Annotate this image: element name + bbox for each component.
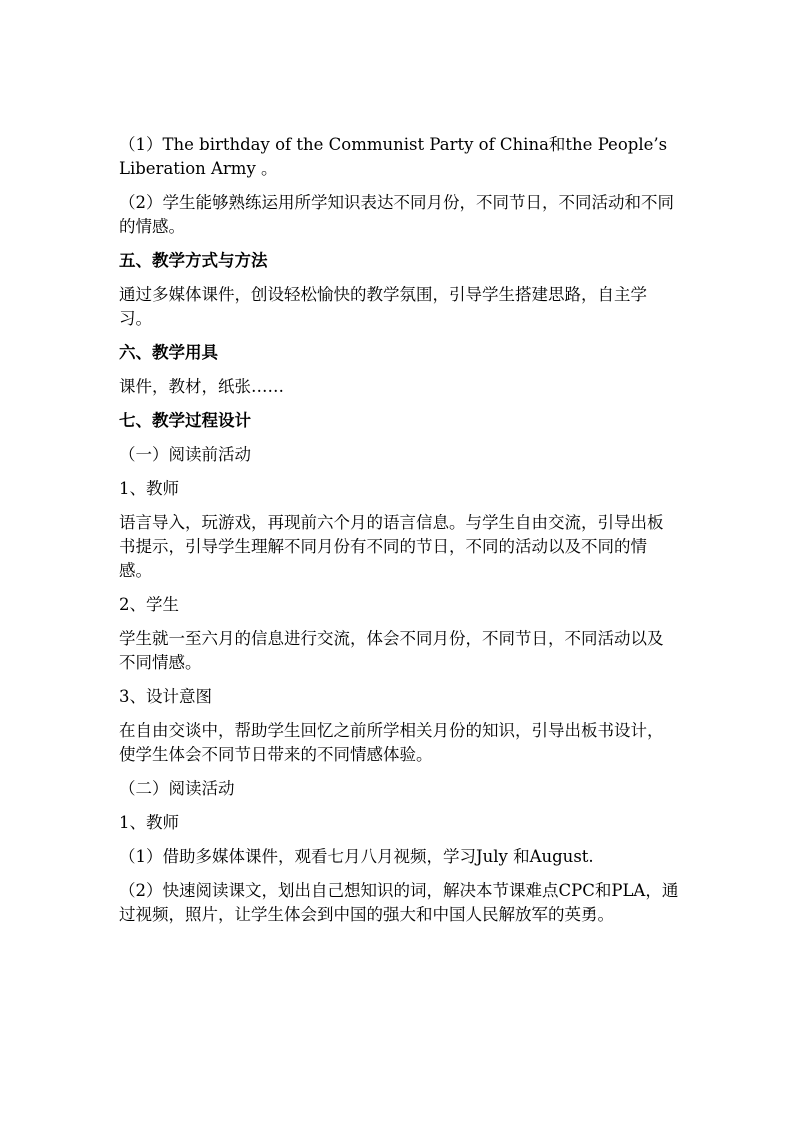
reading-teacher-label: 1、教师 [119, 813, 179, 832]
section-heading-methods: 五、教学方式与方法 [119, 251, 268, 270]
objective-item-2: （2）学生能够熟练运用所学知识表达不同月份，不同节日，不同活动和不同的情感。 [119, 193, 674, 236]
subsection-reading: （二）阅读活动 [119, 779, 235, 798]
tools-paragraph: 课件，教材，纸张…… [119, 377, 284, 396]
reading-teacher-item-1: （1）借助多媒体课件，观看七月八月视频，学习July 和August. [119, 847, 594, 866]
document-body [119, 133, 679, 937]
section-heading-tools: 六、教学用具 [119, 343, 218, 362]
pre-reading-teacher-paragraph: 语言导入，玩游戏，再现前六个月的语言信息。与学生自由交流，引导出板书提示，引导学生理解不同月份有不同的节日，不同的活动以及不同的情感。 [119, 513, 664, 580]
section-heading-process: 七、教学过程设计 [119, 411, 251, 430]
methods-paragraph: 通过多媒体课件，创设轻松愉快的教学氛围，引导学生搭建思路，自主学习。 [119, 285, 647, 328]
objective-item-1: （1）The birthday of the Communist Party of China和the People’s Liberation Army 。 [119, 135, 673, 178]
reading-teacher-item-2: （2）快速阅读课文，划出自己想知识的词，解决本节课难点CPC和PLA，通过视频，照片，让学生体会到中国的强大和中国人民解放军的英勇。 [119, 881, 679, 924]
pre-reading-student-paragraph: 学生就一至六月的信息进行交流，体会不同月份，不同节日，不同活动以及不同情感。 [119, 629, 664, 672]
subsection-pre-reading: （一）阅读前活动 [119, 445, 251, 464]
pre-reading-intent-label: 3、设计意图 [119, 687, 212, 706]
pre-reading-teacher-label: 1、教师 [119, 479, 179, 498]
pre-reading-student-label: 2、学生 [119, 595, 179, 614]
pre-reading-intent-paragraph: 在自由交谈中，帮助学生回忆之前所学相关月份的知识，引导出板书设计，使学生体会不同节日带来的不同情感体验。 [119, 721, 664, 764]
